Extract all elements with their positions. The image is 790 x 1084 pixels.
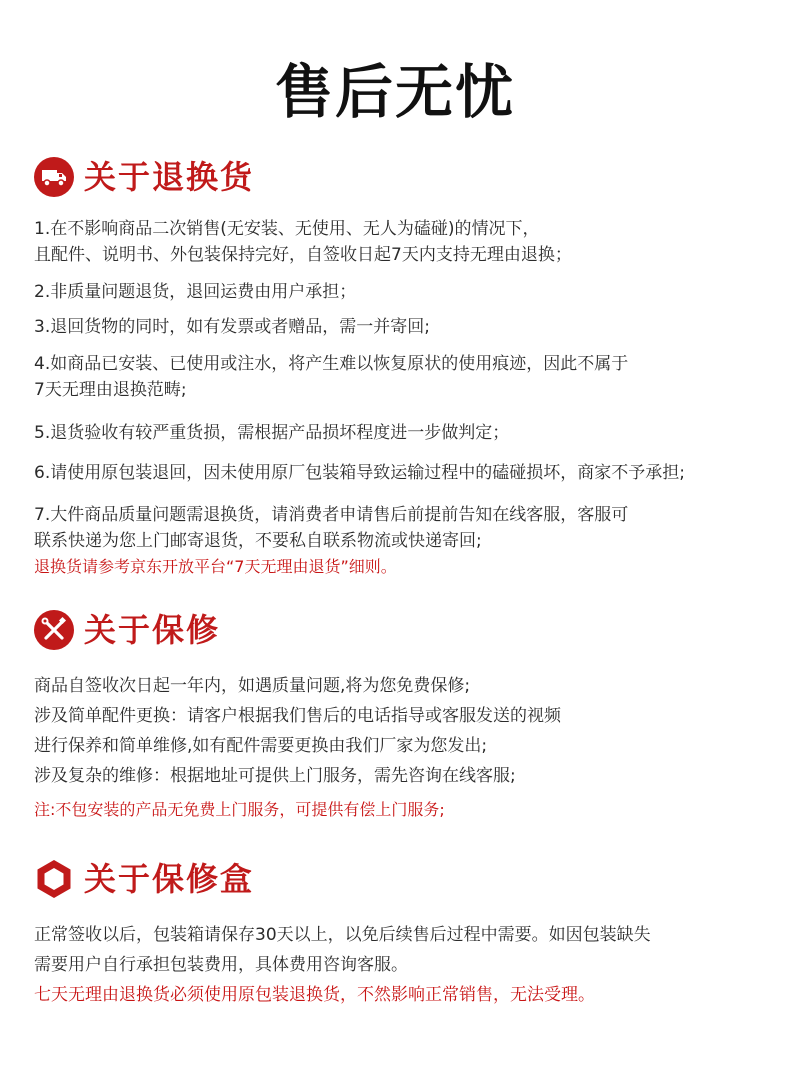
warranty-box-line-2: 需要用户自行承担包装费用，具体费用咨询客服。 xyxy=(34,955,408,975)
section-title-warranty-box: 关于保修盒 xyxy=(84,860,255,898)
hexagon-box-icon xyxy=(34,859,74,899)
returns-item-1-line-1: 1.在不影响商品二次销售(无安装、无使用、无人为磕碰)的情况下， xyxy=(34,219,540,239)
returns-item-3-line-1: 3.退回货物的同时，如有发票或者赠品，需一并寄回; xyxy=(34,317,430,337)
page-title: 售后无忧 xyxy=(274,58,515,126)
returns-item-1-line-2: 且配件、说明书、外包装保持完好，自签收日起7天内支持无理由退换； xyxy=(34,245,572,265)
returns-item-2-line-1: 2.非质量问题退货，退回运费由用户承担； xyxy=(34,282,357,302)
section-header-warranty xyxy=(34,608,220,652)
returns-note: 退换货请参考京东开放平台“7天无理由退货”细则。 xyxy=(34,557,397,576)
warranty-box-body xyxy=(34,922,774,1008)
section-title-warranty: 关于保修 xyxy=(84,611,221,649)
warranty-line-2: 涉及简单配件更换：请客户根据我们售后的电话指导或客服发送的视频 xyxy=(34,706,561,726)
returns-item-2 xyxy=(34,279,774,305)
returns-item-4-line-1: 4.如商品已安装、已使用或注水，将产生难以恢复原状的使用痕迹，因此不属于 xyxy=(34,354,629,374)
returns-item-6 xyxy=(34,460,774,486)
returns-item-5-line-1: 5.退货验收有较严重货损，需根据产品损坏程度进一步做判定； xyxy=(34,423,510,443)
warranty-line-4: 涉及复杂的维修：根据地址可提供上门服务，需先咨询在线客服; xyxy=(34,766,516,786)
warranty-body xyxy=(34,673,774,823)
returns-item-7 xyxy=(34,502,774,580)
warranty-box-note: 七天无理由退换货必须使用原包装退换货，不然影响正常销售，无法受理。 xyxy=(34,985,595,1005)
section-title-returns: 关于退换货 xyxy=(84,158,255,196)
warranty-box-line-1: 正常签收以后，包装箱请保存30天以上，以免后续售后过程中需要。如因包装缺失 xyxy=(34,925,651,945)
warranty-note: 注:不包安装的产品无免费上门服务，可提供有偿上门服务; xyxy=(34,800,445,819)
returns-item-4-line-2: 7天无理由退换范畴; xyxy=(34,380,187,400)
wrench-screwdriver-icon xyxy=(34,610,74,650)
warranty-line-3: 进行保养和简单维修,如有配件需要更换由我们厂家为您发出; xyxy=(34,736,488,756)
warranty-line-1: 商品自签收次日起一年内，如遇质量问题,将为您免费保修; xyxy=(34,676,471,696)
returns-item-4 xyxy=(34,351,774,403)
returns-item-5 xyxy=(34,420,774,446)
returns-item-7-line-2: 联系快递为您上门邮寄退货，不要私自联系物流或快递寄回; xyxy=(34,531,482,551)
section-header-returns xyxy=(34,155,254,199)
returns-item-3 xyxy=(34,314,774,340)
returns-item-6-line-1: 6.请使用原包装退回，因未使用原厂包装箱导致运输过程中的磕碰损坏，商家不予承担; xyxy=(34,463,685,483)
returns-item-1 xyxy=(34,216,774,268)
section-header-warranty-box xyxy=(34,857,254,901)
delivery-truck-icon xyxy=(34,157,74,197)
returns-item-7-line-1: 7.大件商品质量问题需退换货，请消费者申请售后前提前告知在线客服，客服可 xyxy=(34,505,629,525)
